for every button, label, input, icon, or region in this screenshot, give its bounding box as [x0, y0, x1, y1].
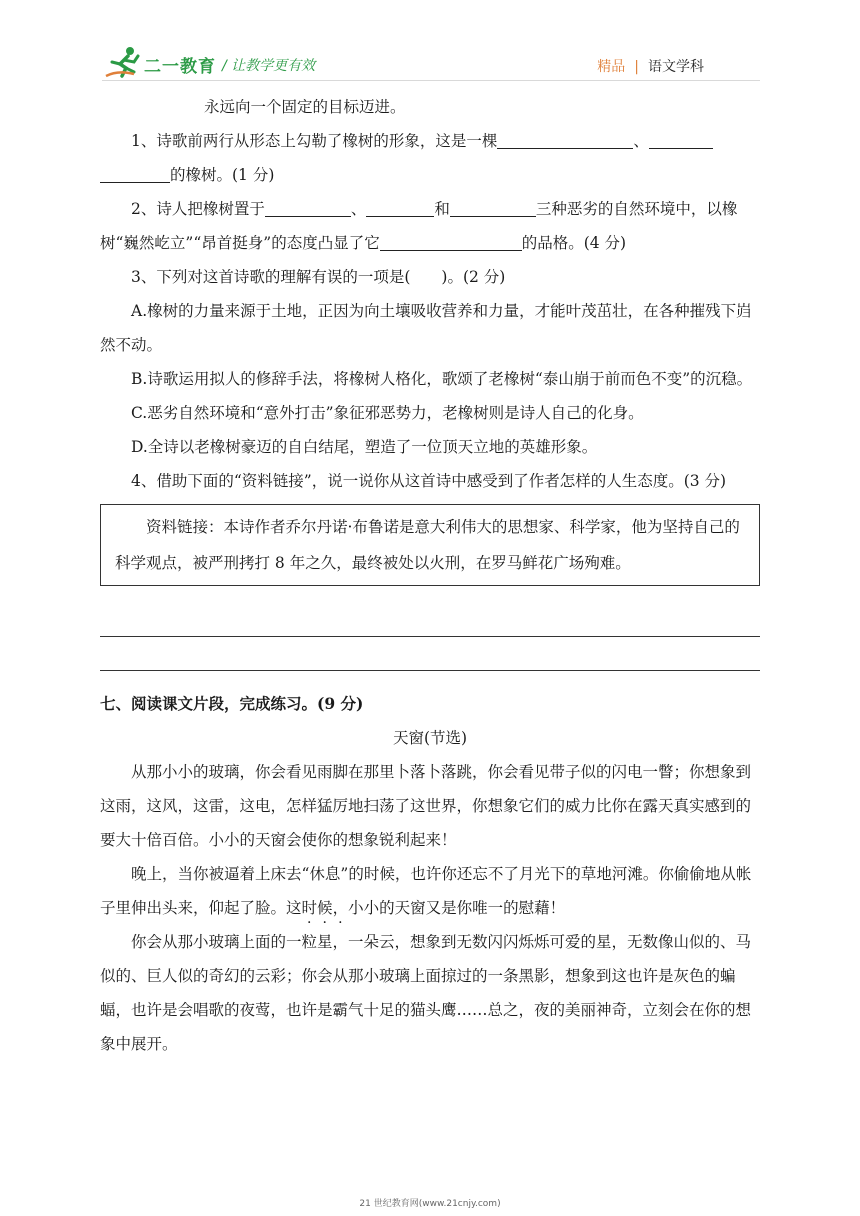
q1-text-b: 的橡树。(1 分)	[170, 166, 275, 184]
brand-label: 精品	[597, 59, 626, 75]
question-3-stem: 3、下列对这首诗歌的理解有误的一项是( )。(2 分)	[131, 268, 506, 286]
q3-option-b[interactable]: B.诗歌运用拟人的修辞手法，将橡树人格化，歌颂了老橡树“泰山崩于前而色不变”的沉稳。	[131, 370, 753, 388]
q3-option-d[interactable]: D.全诗以老橡树豪迈的自白结尾，塑造了一位顶天立地的英雄形象。	[131, 438, 598, 456]
emphasis-char: 时	[301, 899, 318, 917]
q2-text-a: 2、诗人把橡树置于	[131, 200, 265, 218]
q2-blank-1[interactable]	[265, 198, 351, 217]
section-7-heading: 七、阅读课文片段，完成练习。(9 分)	[100, 694, 364, 713]
emphasis-char: 这	[286, 899, 302, 917]
runner-logo-icon	[104, 46, 144, 80]
para2-text-a: 晚上，当你被逼着上床去“休息”的时候，也许你还忘不了月光下的草地河滩。你偷偷地从帐子里伸出头来，仰起了脸。	[100, 865, 752, 917]
q1-blank-2[interactable]	[649, 130, 713, 149]
para2-text-b: ，小小的天窗又是你唯一的慰藉！	[332, 899, 566, 917]
material-link-text: 资料链接：本诗作者乔尔丹诺·布鲁诺是意大利伟大的思想家、科学家，他为坚持自己的科学观点，被严刑拷打 8 年之久，最终被处以火刑，在罗马鲜花广场殉难。	[115, 518, 740, 572]
page-header	[0, 0, 860, 92]
q3-option-c[interactable]: C.恶劣自然环境和“意外打击”象征邪恶势力，老橡树则是诗人自己的化身。	[131, 404, 644, 422]
logo-text: 二一教育	[144, 57, 216, 77]
question-2	[100, 192, 760, 260]
question-1	[100, 124, 760, 192]
q3-option-a[interactable]: A.橡树的力量来源于土地，正因为向土壤吸收营养和力量，才能叶茂茁壮，在各种摧残下岿然不动。	[100, 302, 752, 354]
document-body	[100, 90, 760, 1061]
q2-blank-3[interactable]	[450, 198, 536, 217]
q1-sep: 、	[633, 132, 649, 150]
q2-and: 和	[434, 200, 450, 218]
subject-label: 语文学科	[648, 59, 704, 75]
passage-title: 天窗(节选)	[392, 729, 468, 747]
slogan: / 让教学更有效	[222, 58, 316, 74]
q2-text-c: 的品格。(4 分)	[521, 234, 627, 252]
q2-blank-4[interactable]	[380, 232, 522, 251]
page-footer: 21 世纪教育网(www.21cnjy.com)	[359, 1199, 501, 1209]
q2-blank-2[interactable]	[366, 198, 434, 217]
passage-para-3: 你会从那小玻璃上面的一粒星，一朵云，想象到无数闪闪烁烁可爱的星，无数像山似的、马似的、巨人似的奇幻的云彩；你会从那小玻璃上面掠过的一条黑影，想象到这也许是灰色的蝙蝠，也许是会唱歌的夜莺，也许是霸气十足的猫头鹰……总之，夜的美丽神奇，立刻会在你的想象中展开。	[100, 933, 752, 1053]
q1-text-a: 1、诗歌前两行从形态上勾勒了橡树的形象，这是一棵	[131, 132, 498, 150]
para2-dotted-text	[286, 899, 333, 917]
q2-text-b: 三种恶劣的自然环境中，以橡树“巍然屹立”“昂首挺身”的态度凸显了它	[100, 200, 738, 252]
header-right	[597, 56, 704, 76]
q1-blank-2-cont[interactable]	[100, 164, 170, 183]
material-link-box	[100, 504, 760, 586]
emphasis-char: 候	[317, 899, 333, 917]
passage-para-1: 从那小小的玻璃，你会看见雨脚在那里卜落卜落跳，你会看见带子似的闪电一瞥；你想象到这雨，这风，这雷，这电，怎样猛厉地扫荡了这世界，你想象它们的威力比你在露天真实感到的要大十倍百倍。小小的天窗会使你的想象锐利起来！	[100, 763, 752, 849]
passage-para-2	[100, 857, 760, 925]
header-separator: |	[634, 59, 639, 75]
q2-sep1: 、	[350, 200, 367, 218]
poem-last-line: 永远向一个固定的目标迈进。	[204, 98, 406, 116]
question-4-stem: 4、借助下面的“资料链接”，说一说你从这首诗中感受到了作者怎样的人生态度。(3 分)	[131, 472, 727, 490]
header-divider	[102, 80, 760, 81]
q1-blank-1[interactable]	[497, 130, 633, 149]
